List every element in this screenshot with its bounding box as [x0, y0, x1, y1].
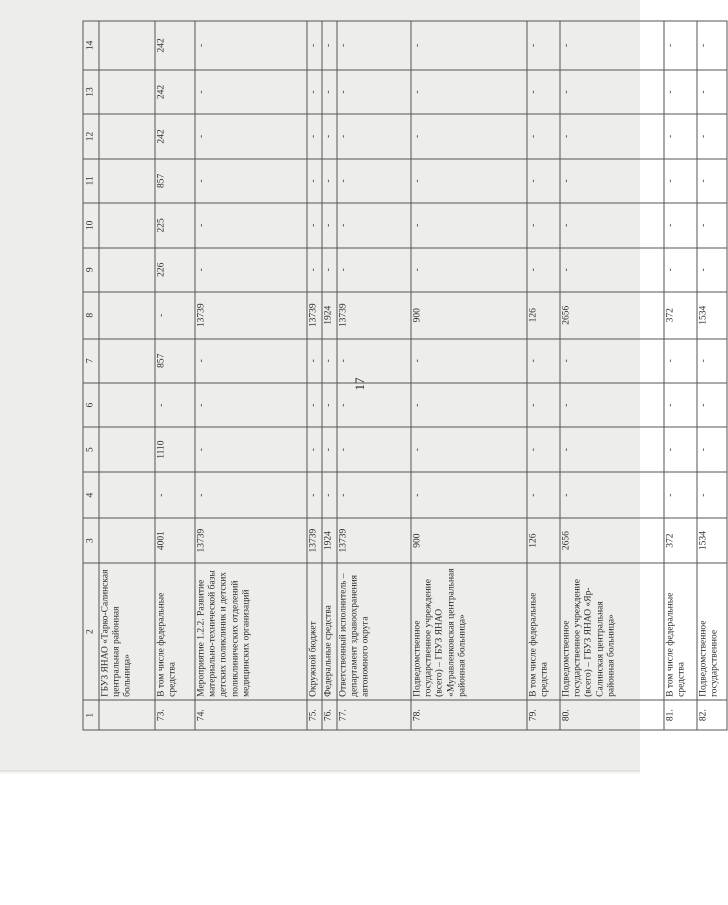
table-cell: -: [664, 382, 697, 426]
table-cell: -: [560, 471, 664, 518]
table-cell: -: [307, 114, 322, 158]
table-cell: 126: [527, 518, 560, 562]
table-cell: -: [322, 427, 337, 471]
table-cell: -: [664, 338, 697, 382]
table-cell: -: [527, 203, 560, 247]
table-cell: -: [411, 203, 527, 247]
row-name: Окружной бюджет: [307, 562, 322, 700]
table-cell: [99, 21, 155, 70]
table-cell: -: [411, 21, 527, 70]
table-cell: 13739: [337, 518, 411, 562]
table-cell: -: [527, 69, 560, 113]
row-number: 80.: [560, 700, 664, 730]
table-cell: [99, 247, 155, 291]
table-cell: -: [307, 247, 322, 291]
column-header: 6: [83, 382, 99, 426]
table-cell: -: [527, 427, 560, 471]
table-cell: -: [307, 203, 322, 247]
column-header: 3: [83, 518, 99, 562]
table-cell: -: [560, 338, 664, 382]
table-cell: -: [697, 114, 727, 158]
table-cell: -: [560, 247, 664, 291]
table-cell: -: [195, 382, 307, 426]
table-cell: -: [560, 21, 664, 70]
row-name: Федеральные средства: [322, 562, 337, 700]
table-cell: 242: [155, 69, 195, 113]
table-cell: [99, 291, 155, 338]
table-cell: -: [195, 21, 307, 70]
table-cell: -: [195, 114, 307, 158]
table-cell: -: [195, 427, 307, 471]
row-number: 73.: [155, 700, 195, 730]
table-cell: -: [664, 247, 697, 291]
table-cell: 1534: [697, 291, 727, 338]
table-cell: -: [697, 158, 727, 202]
header-row: [83, 21, 99, 730]
table-body: [99, 21, 727, 730]
table-cell: -: [664, 427, 697, 471]
table-row: [322, 21, 337, 730]
row-number: 78.: [411, 700, 527, 730]
table-cell: -: [560, 203, 664, 247]
row-number: 81.: [664, 700, 697, 730]
table-cell: 1534: [697, 518, 727, 562]
table-cell: -: [322, 203, 337, 247]
table-cell: -: [560, 382, 664, 426]
table-cell: -: [697, 69, 727, 113]
row-name: Подведомственное государственное учреждение (всего) – ГБУЗ ЯНАО «Яр-Салинская центральная районная больница»: [560, 562, 664, 700]
table-cell: -: [337, 247, 411, 291]
table-header: [83, 21, 99, 730]
table-cell: 1924: [322, 291, 337, 338]
table-cell: -: [560, 114, 664, 158]
table-cell: -: [527, 338, 560, 382]
row-name: В том числе федеральные средства: [527, 562, 560, 700]
table-cell: -: [527, 158, 560, 202]
table-cell: -: [411, 158, 527, 202]
table-cell: -: [664, 158, 697, 202]
column-header: 5: [83, 427, 99, 471]
table-cell: -: [155, 291, 195, 338]
table-cell: -: [195, 338, 307, 382]
table-row: [697, 21, 727, 730]
table-cell: [99, 338, 155, 382]
row-name: Подведомственное государственное учреждение (всего) – ГБУЗ ЯНАО «Муравленковская центральная районная больница»: [411, 562, 527, 700]
table-cell: -: [322, 338, 337, 382]
table-cell: [99, 382, 155, 426]
table-cell: [99, 518, 155, 562]
table-cell: 857: [155, 158, 195, 202]
row-number: 76.: [322, 700, 337, 730]
table-cell: 13739: [307, 518, 322, 562]
column-header: 13: [83, 69, 99, 113]
table-cell: [99, 471, 155, 518]
table-cell: -: [195, 247, 307, 291]
table-cell: -: [307, 69, 322, 113]
table-cell: -: [411, 471, 527, 518]
row-name: ГБУЗ ЯНАО «Тарко-Салинская центральная районная больница»: [99, 562, 155, 700]
table-cell: -: [322, 471, 337, 518]
table-cell: 225: [155, 203, 195, 247]
table-row: [411, 21, 527, 730]
table-cell: 900: [411, 518, 527, 562]
table-cell: -: [195, 471, 307, 518]
table-row: [195, 21, 307, 730]
table-cell: 372: [664, 291, 697, 338]
table-cell: -: [337, 471, 411, 518]
rotated-table-wrapper: [83, 20, 720, 730]
row-number: 77.: [337, 700, 411, 730]
row-name: Подведомственное государственное: [697, 562, 727, 700]
table-cell: -: [664, 114, 697, 158]
table-cell: -: [664, 203, 697, 247]
table-cell: -: [195, 158, 307, 202]
table-cell: [99, 158, 155, 202]
table-cell: -: [337, 382, 411, 426]
table-cell: -: [697, 338, 727, 382]
table-cell: -: [322, 382, 337, 426]
table-cell: -: [337, 69, 411, 113]
table-cell: 2656: [560, 291, 664, 338]
table-cell: [99, 114, 155, 158]
table-cell: -: [322, 21, 337, 70]
row-number: 74.: [195, 700, 307, 730]
row-name: В том числе федеральные средства: [664, 562, 697, 700]
scan-edge: [0, 770, 640, 774]
column-header: 9: [83, 247, 99, 291]
table-cell: -: [337, 427, 411, 471]
column-header: 12: [83, 114, 99, 158]
table-cell: -: [411, 69, 527, 113]
table-cell: -: [560, 427, 664, 471]
table-cell: -: [337, 338, 411, 382]
table-row: [664, 21, 697, 730]
budget-table: [83, 20, 728, 730]
table-cell: 13739: [337, 291, 411, 338]
table-cell: -: [560, 158, 664, 202]
row-name: Мероприятие 1.2.2. Развитие материально-технической базы детских поликлиник и детских поликлинических отделений медицинских организаций: [195, 562, 307, 700]
table-cell: 900: [411, 291, 527, 338]
table-row: [560, 21, 664, 730]
table-cell: 226: [155, 247, 195, 291]
table-cell: -: [697, 382, 727, 426]
table-cell: 242: [155, 114, 195, 158]
table-cell: -: [697, 427, 727, 471]
page-number: 17: [352, 377, 367, 391]
table-cell: -: [307, 427, 322, 471]
table-cell: -: [322, 247, 337, 291]
column-header: 8: [83, 291, 99, 338]
table-row: [99, 21, 155, 730]
table-cell: 1924: [322, 518, 337, 562]
table-cell: -: [664, 21, 697, 70]
table-cell: -: [527, 21, 560, 70]
column-header: 4: [83, 471, 99, 518]
table-cell: 13739: [195, 291, 307, 338]
table-cell: -: [411, 338, 527, 382]
table-cell: -: [560, 69, 664, 113]
table-cell: -: [307, 21, 322, 70]
table-row: [337, 21, 411, 730]
table-cell: -: [322, 69, 337, 113]
row-number: 82.: [697, 700, 727, 730]
table-cell: -: [411, 247, 527, 291]
table-cell: -: [527, 247, 560, 291]
table-cell: -: [155, 471, 195, 518]
column-header: 10: [83, 203, 99, 247]
table-cell: -: [527, 114, 560, 158]
table-cell: [99, 427, 155, 471]
table-cell: 242: [155, 21, 195, 70]
row-number: 79.: [527, 700, 560, 730]
column-header: 7: [83, 338, 99, 382]
table-cell: -: [322, 158, 337, 202]
table-cell: -: [411, 427, 527, 471]
table-cell: -: [307, 158, 322, 202]
table-row: [307, 21, 322, 730]
table-cell: -: [527, 382, 560, 426]
table-cell: -: [195, 69, 307, 113]
row-number: 75.: [307, 700, 322, 730]
table-cell: -: [664, 69, 697, 113]
row-name: В том числе федеральные средства: [155, 562, 195, 700]
row-number: [99, 700, 155, 730]
column-header: 2: [83, 562, 99, 700]
table-cell: -: [411, 382, 527, 426]
table-cell: -: [697, 471, 727, 518]
column-header: 11: [83, 158, 99, 202]
table-cell: -: [307, 471, 322, 518]
table-cell: -: [155, 382, 195, 426]
table-cell: -: [307, 338, 322, 382]
table-cell: -: [411, 114, 527, 158]
row-name: Ответственный исполнитель – департамент здравоохранения автономного округа: [337, 562, 411, 700]
table-cell: -: [337, 158, 411, 202]
table-cell: 13739: [307, 291, 322, 338]
table-cell: -: [664, 471, 697, 518]
table-cell: 126: [527, 291, 560, 338]
table-cell: 1110: [155, 427, 195, 471]
table-cell: -: [337, 114, 411, 158]
table-cell: -: [195, 203, 307, 247]
column-header: 14: [83, 21, 99, 70]
table-cell: 4001: [155, 518, 195, 562]
table-cell: 2656: [560, 518, 664, 562]
table-row: [155, 21, 195, 730]
table-cell: -: [697, 247, 727, 291]
table-cell: [99, 203, 155, 247]
table-cell: [99, 69, 155, 113]
table-cell: -: [307, 382, 322, 426]
table-cell: -: [337, 203, 411, 247]
table-row: [527, 21, 560, 730]
table-cell: -: [697, 203, 727, 247]
table-cell: -: [322, 114, 337, 158]
table-cell: -: [337, 21, 411, 70]
table-cell: 372: [664, 518, 697, 562]
table-cell: -: [527, 471, 560, 518]
table-cell: 13739: [195, 518, 307, 562]
table-cell: -: [697, 21, 727, 70]
table-cell: 857: [155, 338, 195, 382]
column-header: 1: [83, 700, 99, 730]
